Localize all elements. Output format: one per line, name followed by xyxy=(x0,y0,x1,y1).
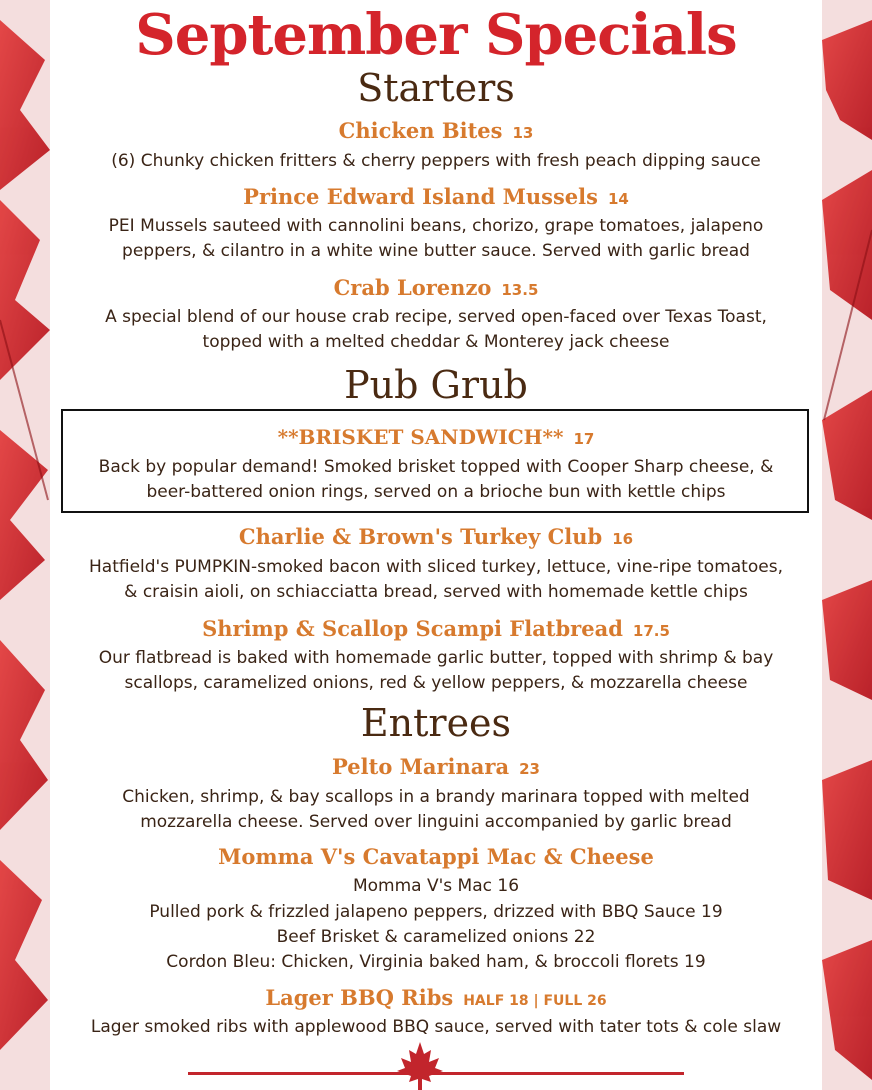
item-name: Charlie & Brown's Turkey Club xyxy=(238,524,603,549)
item-price: 13 xyxy=(512,124,534,142)
item-desc: & craisin aioli, on schiacciatta bread, served with homemade kettle chips xyxy=(124,582,748,602)
item-name: **BRISKET SANDWICH** xyxy=(277,425,564,449)
item-price: 14 xyxy=(607,190,629,208)
item-title-mac-and-cheese xyxy=(0,843,872,871)
item-name: Lager BBQ Ribs xyxy=(265,985,454,1010)
item-desc: Cordon Bleu: Chicken, Virginia baked ham, & broccoli florets 19 xyxy=(166,952,706,972)
maple-leaf-icon xyxy=(395,1040,445,1090)
item-desc: (6) Chunky chicken fritters & cherry peppers with fresh peach dipping sauce xyxy=(111,151,761,171)
item-desc: Back by popular demand! Smoked brisket topped with Cooper Sharp cheese, & xyxy=(98,457,774,477)
item-desc: Lager smoked ribs with applewood BBQ sauce, served with tater tots & cole slaw xyxy=(90,1017,782,1037)
section-heading-entrees: Entrees xyxy=(360,701,512,745)
item-desc: A special blend of our house crab recipe, served open-faced over Texas Toast, xyxy=(105,307,767,327)
section-heading-pub-grub: Pub Grub xyxy=(344,363,528,407)
item-desc: peppers, & cilantro in a white wine butter sauce. Served with garlic bread xyxy=(122,241,750,261)
item-price: 23 xyxy=(519,760,540,778)
section-heading-starters: Starters xyxy=(357,66,515,110)
item-desc: Hatfield's PUMPKIN-smoked bacon with sliced turkey, lettuce, vine-ripe tomatoes, xyxy=(89,557,783,577)
item-name: Momma V's Cavatappi Mac & Cheese xyxy=(218,844,654,869)
page-title: September Specials xyxy=(135,2,737,68)
item-desc: beer-battered onion rings, served on a brioche bun with kettle chips xyxy=(146,482,726,502)
item-title-mussels xyxy=(0,183,872,213)
item-desc: Chicken, shrimp, & bay scallops in a brandy marinara topped with melted xyxy=(122,787,750,807)
item-desc: mozzarella cheese. Served over linguini accompanied by garlic bread xyxy=(140,812,732,832)
item-desc: Pulled pork & frizzled jalapeno peppers, drizzed with BBQ Sauce 19 xyxy=(149,902,723,922)
item-desc: PEI Mussels sauteed with cannolini beans, chorizo, grape tomatoes, jalapeno xyxy=(108,216,764,236)
item-name: Chicken Bites xyxy=(338,118,503,143)
item-desc: Momma V's Mac 16 xyxy=(352,876,520,896)
item-desc: scallops, caramelized onions, red & yellow peppers, & mozzarella cheese xyxy=(124,673,748,693)
item-desc: Beef Brisket & caramelized onions 22 xyxy=(276,927,596,947)
item-name: Crab Lorenzo xyxy=(333,275,492,300)
item-name: Pelto Marinara xyxy=(332,754,510,779)
item-desc: topped with a melted cheddar & Monterey jack cheese xyxy=(202,332,670,352)
item-price: 17 xyxy=(573,430,595,448)
item-title-brisket-sandwich xyxy=(0,423,872,453)
item-title-turkey-club xyxy=(0,523,872,553)
item-price: 17.5 xyxy=(632,622,670,640)
item-desc: Our flatbread is baked with homemade garlic butter, topped with shrimp & bay xyxy=(98,648,774,668)
item-price: 13.5 xyxy=(501,281,539,299)
item-price: HALF 18 | FULL 26 xyxy=(463,993,607,1009)
item-name: Shrimp & Scallop Scampi Flatbread xyxy=(202,616,623,641)
item-title-chicken-bites xyxy=(0,117,872,147)
item-title-lager-bbq-ribs xyxy=(0,984,872,1015)
item-title-scampi-flatbread xyxy=(0,615,872,645)
item-price: 16 xyxy=(612,530,634,548)
item-title-pelto-marinara xyxy=(0,753,872,783)
item-name: Prince Edward Island Mussels xyxy=(243,184,598,209)
item-title-crab-lorenzo xyxy=(0,274,872,304)
